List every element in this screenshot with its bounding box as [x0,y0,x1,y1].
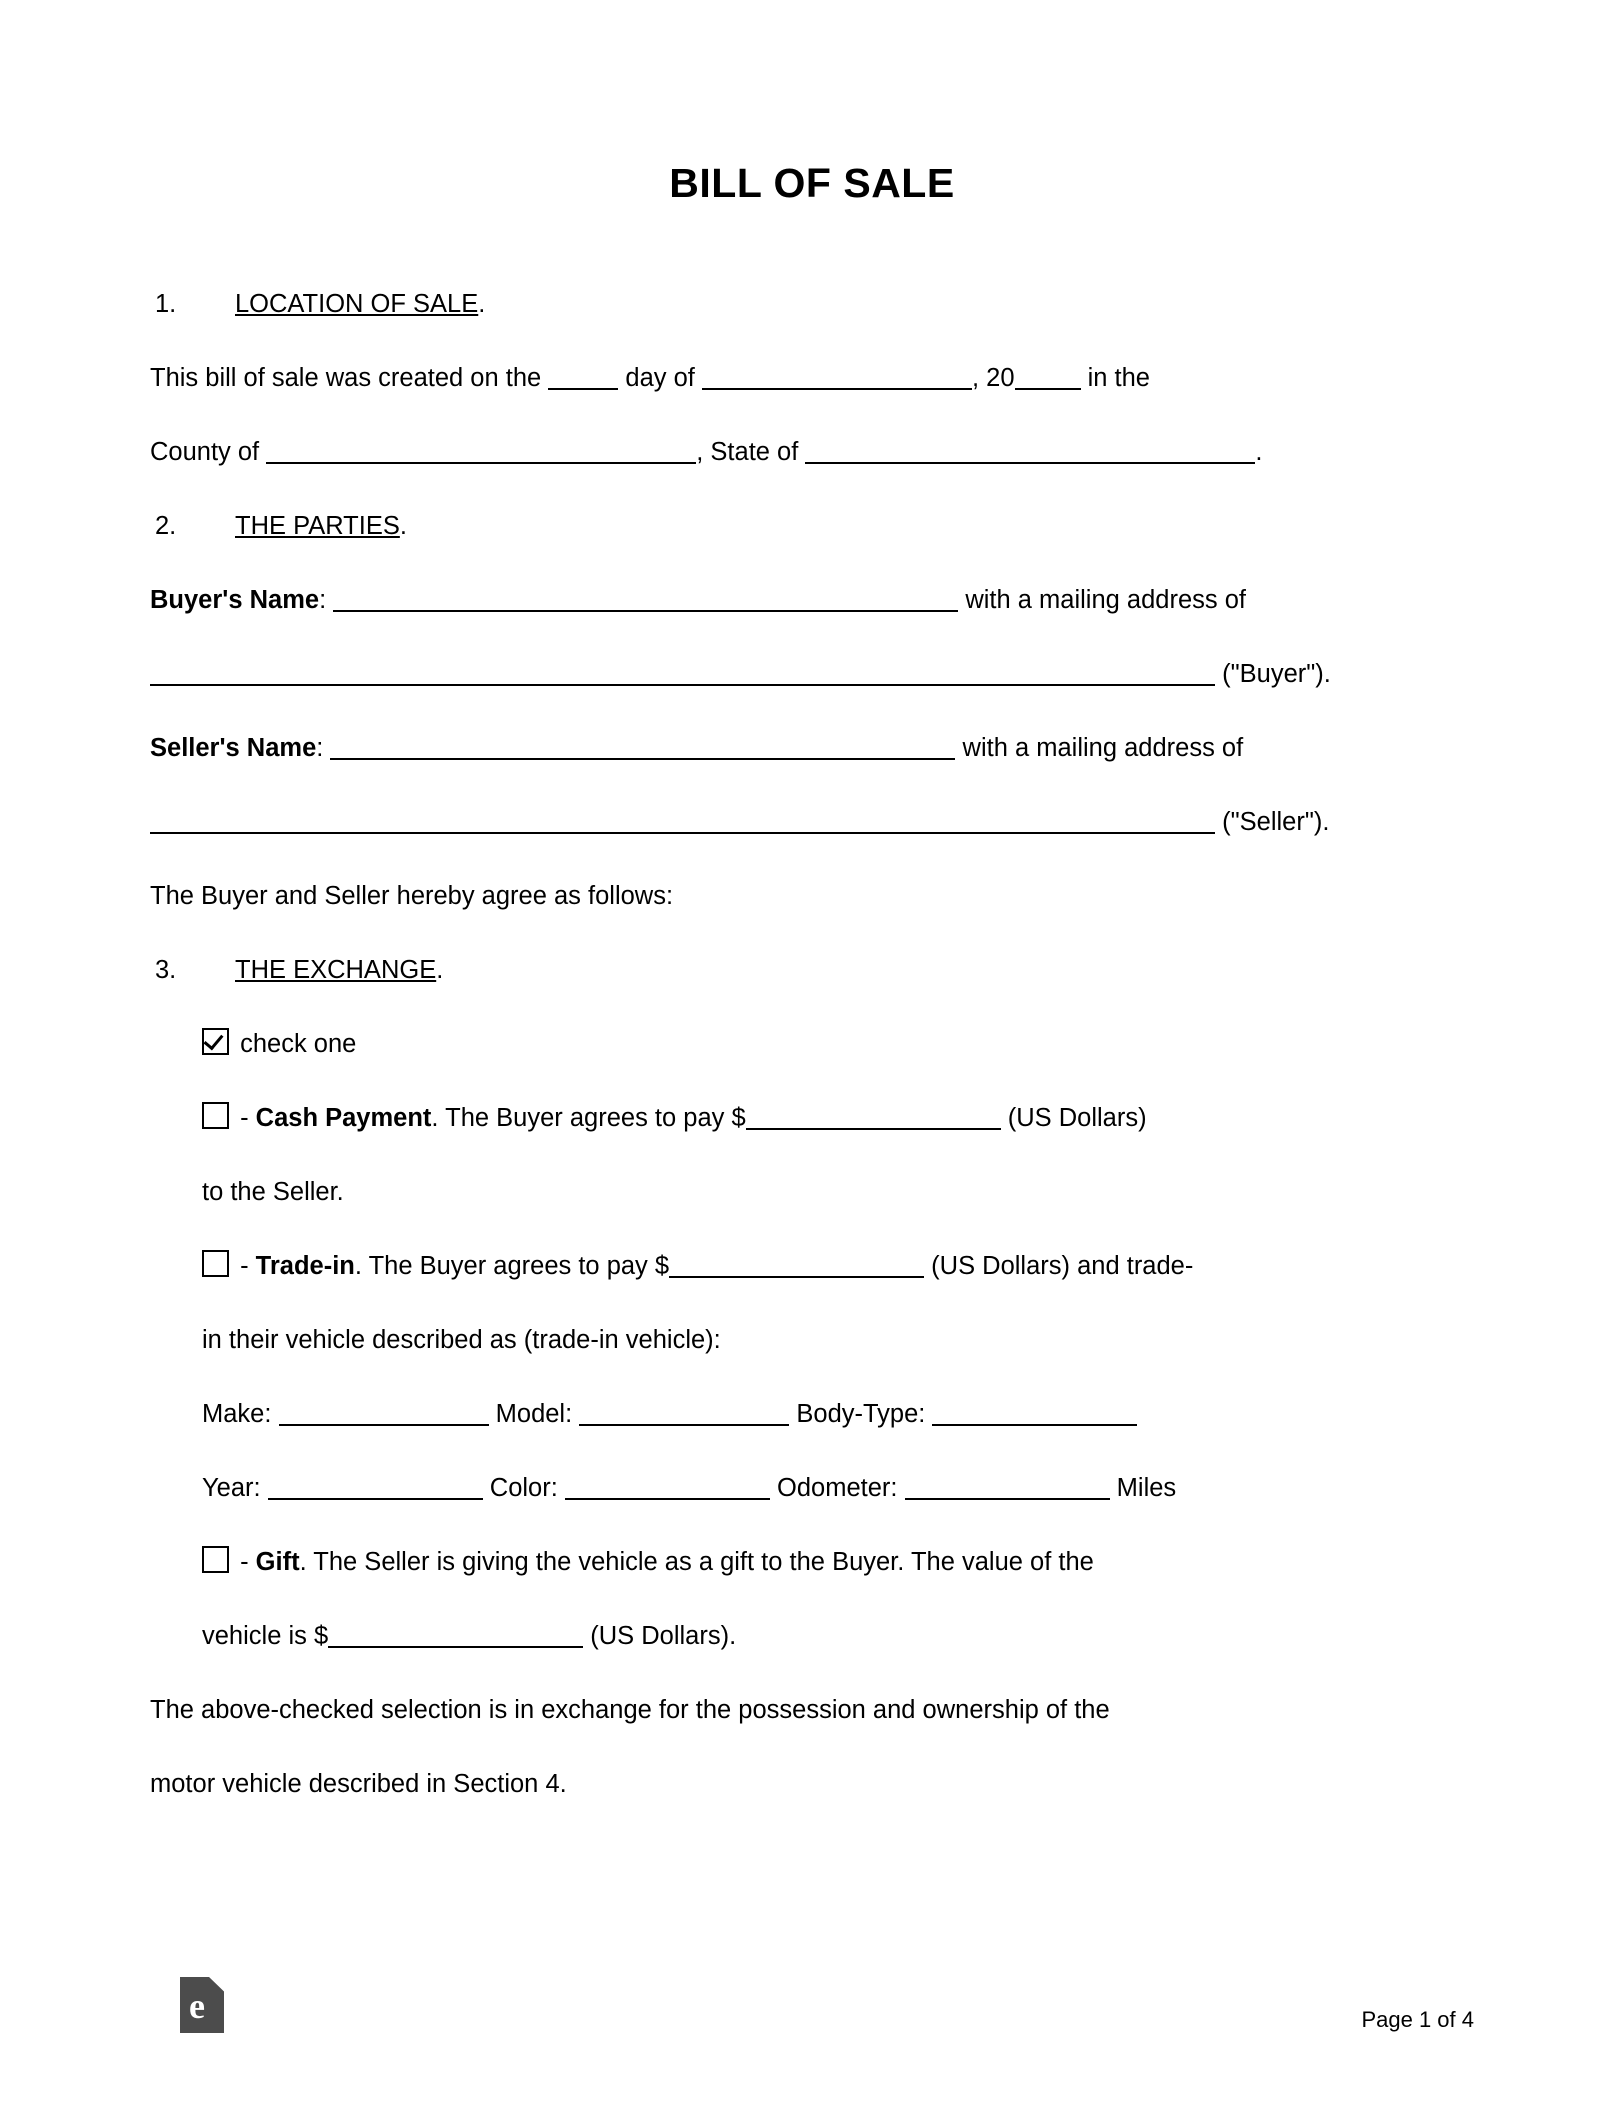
check-one-checkbox-icon[interactable] [202,1028,229,1055]
cash-text-b: (US Dollars) [1007,1104,1147,1132]
color-label: Color: [489,1474,558,1502]
cash-payment-continued: to the Seller. [202,1178,344,1206]
cash-payment-checkbox[interactable] [202,1102,229,1129]
buyer-name-line [150,563,1474,637]
page-number: Page 1 of 4 [1361,2007,1474,2032]
in-the-text: in the [1087,364,1150,392]
section-1-line-2 [150,415,1474,489]
model-blank[interactable] [579,1398,789,1426]
gift-text-c: (US Dollars). [590,1622,737,1650]
trade-in-vehicle-row-1 [202,1377,1474,1451]
year-label: Year: [202,1474,261,1502]
gift-checkbox[interactable] [202,1546,229,1573]
cash-payment-label: Cash Payment [255,1104,432,1132]
gift-text-b: vehicle is $ [202,1622,329,1650]
seller-address-line [150,785,1474,859]
make-blank[interactable] [279,1398,489,1426]
section-1-heading [155,267,1474,341]
day-of-text: day of [625,364,695,392]
section-2-heading [155,489,1474,563]
trade-in-label: Trade-in [255,1252,355,1280]
miles-label: Miles [1116,1474,1177,1502]
closing-line-2: motor vehicle described in Section 4. [150,1770,567,1798]
seller-address-text: with a mailing address of [962,734,1244,762]
seller-address-blank[interactable] [150,806,1215,834]
odometer-blank[interactable] [905,1472,1110,1500]
section-1-period: . [478,290,486,318]
cash-dash: - [240,1104,256,1132]
seller-colon: : [316,734,324,762]
buyer-tag: ("Buyer"). [1222,660,1331,688]
trade-text-a: . The Buyer agrees to pay $ [354,1252,670,1280]
closing-line-1: The above-checked selection is in exchange for the possession and ownership of the [150,1696,1110,1724]
logo-letter: e [189,1986,205,2026]
seller-name-label: Seller's Name [150,734,317,762]
seller-tag: ("Seller"). [1222,808,1330,836]
trade-amount-blank[interactable] [669,1250,924,1278]
year-prefix-text: , 20 [971,364,1015,392]
body-type-label: Body-Type: [796,1400,926,1428]
created-on-text: This bill of sale was created on the [150,364,542,392]
state-blank[interactable] [805,436,1255,464]
cash-payment-option [202,1081,1474,1155]
agreement-line: The Buyer and Seller hereby agree as follows: [150,882,674,910]
cash-amount-blank[interactable] [746,1102,1001,1130]
page-footer [0,1973,1624,2033]
model-label: Model: [495,1400,573,1428]
section-1-title: LOCATION OF SALE [235,290,479,318]
day-blank[interactable] [548,362,618,390]
section-2-number: 2. [155,512,177,540]
county-label: County of [150,438,260,466]
section-1-line-1 [150,341,1474,415]
buyer-colon: : [319,586,327,614]
trade-text-b: (US Dollars) and trade- [931,1252,1194,1280]
body-type-blank[interactable] [932,1398,1137,1426]
section-1-number: 1. [155,290,177,318]
buyer-name-label: Buyer's Name [150,586,320,614]
trade-in-continued: in their vehicle described as (trade-in vehicle): [202,1326,721,1354]
buyer-address-text: with a mailing address of [965,586,1246,614]
trade-dash: - [240,1252,256,1280]
page-title: BILL OF SALE [669,160,955,206]
year-blank[interactable] [1015,362,1081,390]
cash-text-a: . The Buyer agrees to pay $ [431,1104,746,1132]
buyer-address-blank[interactable] [150,658,1215,686]
section-3-number: 3. [155,956,177,984]
gift-amount-blank[interactable] [328,1620,583,1648]
trade-in-vehicle-row-2 [202,1451,1474,1525]
check-one-row [202,1007,1474,1081]
year-value-blank[interactable] [268,1472,483,1500]
state-label: , State of [696,438,799,466]
color-blank[interactable] [565,1472,770,1500]
odometer-label: Odometer: [777,1474,898,1502]
section-3-period: . [436,956,444,984]
gift-label: Gift [255,1548,300,1576]
gift-option [202,1525,1474,1599]
county-blank[interactable] [266,436,696,464]
check-one-label: check one [240,1030,357,1058]
section-2-title: THE PARTIES [235,512,400,540]
buyer-name-blank[interactable] [333,584,958,612]
eforms-logo-icon [180,1977,236,2039]
gift-text-a: . The Seller is giving the vehicle as a gift to the Buyer. The value of the [299,1548,1094,1576]
seller-name-line [150,711,1474,785]
line2-period: . [1255,438,1263,466]
section-3-heading [155,933,1474,1007]
month-blank[interactable] [702,362,972,390]
gift-dash: - [240,1548,256,1576]
buyer-address-line [150,637,1474,711]
section-3-title: THE EXCHANGE [235,956,437,984]
make-label: Make: [202,1400,272,1428]
trade-in-option [202,1229,1474,1303]
gift-value-line [202,1599,1474,1673]
seller-name-blank[interactable] [330,732,955,760]
trade-in-checkbox[interactable] [202,1250,229,1277]
section-2-period: . [399,512,407,540]
